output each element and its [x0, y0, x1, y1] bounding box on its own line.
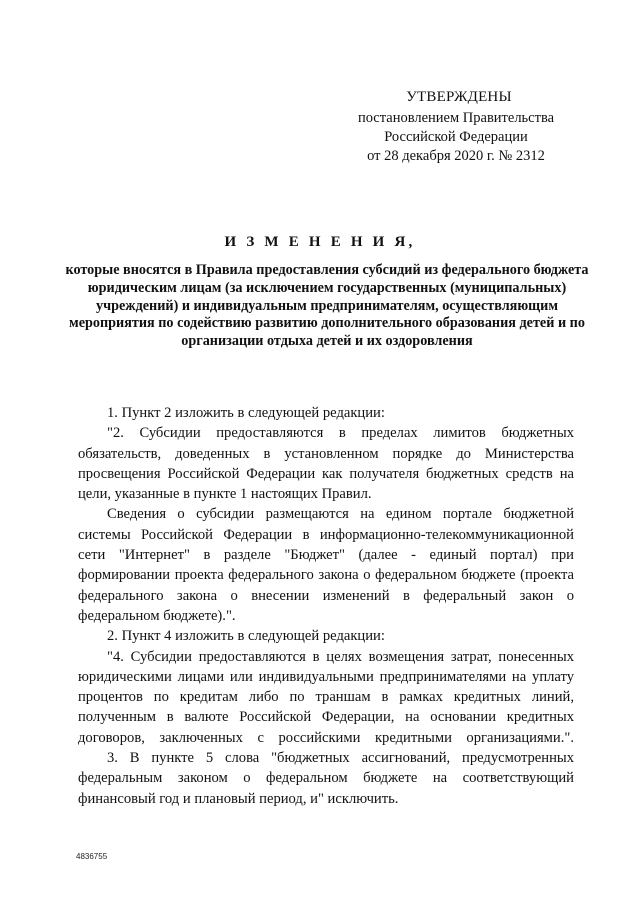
paragraph-1: 1. Пункт 2 изложить в следующей редакции: — [107, 405, 385, 421]
paragraph-6: 3. В пункте 5 слова "бюджетных ассигнований, предусмотренных федеральным законом о федеральном бюджете на соответствующий финансовый год и плановый период, и" исключить. — [78, 750, 574, 807]
approval-line-2: Российской Федерации — [384, 129, 528, 145]
document-subtitle: которые вносятся в Правила предоставления субсидий из федерального бюджета юридическим лицам (за исключением государственных (муниципальных) учреждений) и индивидуальным предпринимателям, осуществляющим мероприятия по содействию развитию дополнительного образования детей и по организации отдыха детей и их оздоровления — [65, 262, 589, 350]
approval-line-1: постановлением Правительства — [357, 110, 555, 126]
paragraph-3: Сведения о субсидии размещаются на едином портале бюджетной системы Российской Федерации в информационно-телекоммуникационной сети "Интернет" в разделе "Бюджет" (далее - единый портал) при формировании проекта федерального закона о федеральном бюджете (проекта федерального закона о внесении изменений в федеральный закон о федеральном бюджете).". — [78, 506, 574, 624]
paragraph-5: "4. Субсидии предоставляются в целях возмещения затрат, понесенных юридическими лицами или индивидуальными предпринимателями на уплату процентов по кредитам либо по траншам в рамках кредитных линий, полученным в валюте Российской Федерации, на основании кредитных договоров, заключенных с российскими кредитными организациями.". — [78, 648, 574, 746]
paragraph-2: "2. Субсидии предоставляются в пределах лимитов бюджетных обязательств, доведенных в установленном порядке до Министерства просвещения Российской Федерации как получателя бюджетных средств на цели, указанные в пункте 1 настоящих Правил. — [78, 425, 574, 503]
document-code: 4836755 — [76, 852, 108, 861]
approval-heading: УТВЕРЖДЕНЫ — [406, 89, 512, 105]
document-body — [78, 403, 574, 809]
document-title: И З М Е Н Е Н И Я, — [224, 234, 416, 250]
approval-block — [340, 88, 572, 166]
approval-line-3: от 28 декабря 2020 г. № 2312 — [367, 148, 545, 164]
paragraph-4: 2. Пункт 4 изложить в следующей редакции: — [107, 628, 385, 645]
